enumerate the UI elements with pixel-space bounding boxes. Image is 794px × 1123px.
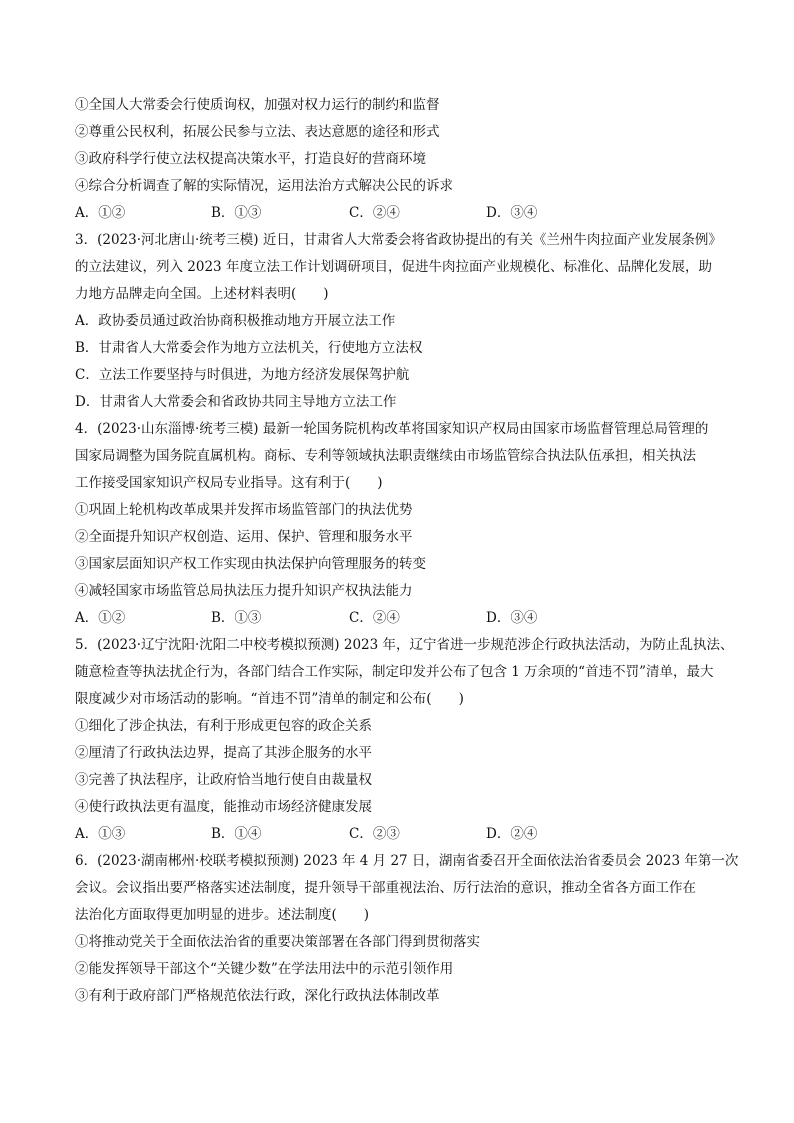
q5-option-a: A．①③ xyxy=(75,826,126,842)
q5-statement-1: ①细化了涉企执法，有利于形成更包容的政企关系 xyxy=(75,718,372,734)
q2-option-b: B．①③ xyxy=(211,205,262,221)
q5-options xyxy=(75,825,715,843)
q5-stem-line-1: 5．(2023·辽宁沈阳·沈阳二中校考模拟预测) 2023 年，辽宁省进一步规范涉企行政执法活动，为防止乱执法、 xyxy=(75,637,734,653)
q5-stem-line-2: 随意检查等执法扰企行为，各部门结合工作实际，制定印发并公布了包含 1 万余项的“首违不罚”清单，最大 xyxy=(75,664,714,680)
q5-statement-4: ④使行政执法更有温度，能推动市场经济健康发展 xyxy=(75,799,372,815)
q4-stem-line-3: 工作接受国家知识产权局专业指导。这有利于( ) xyxy=(75,475,383,491)
q4-option-b: B．①③ xyxy=(211,610,262,626)
q6-statement-2: ②能发挥领导干部这个“关键少数”在学法用法中的示范引领作用 xyxy=(75,961,454,977)
q3-option-d: D．甘肃省人大常委会和省政协共同主导地方立法工作 xyxy=(75,394,397,410)
q4-statement-2: ②全面提升知识产权创造、运用、保护、管理和服务水平 xyxy=(75,529,413,545)
q2-statement-4: ④综合分析调查了解的实际情况，运用法治方式解决公民的诉求 xyxy=(75,178,453,194)
q4-stem-line-1: 4．(2023·山东淄博·统考三模) 最新一轮国务院机构改革将国家知识产权局由国家市场监督管理总局管理的 xyxy=(75,421,709,437)
q2-statement-2: ②尊重公民权利，拓展公民参与立法、表达意愿的途径和形式 xyxy=(75,124,440,140)
q2-option-d: D．③④ xyxy=(486,205,538,221)
q3-option-b: B．甘肃省人大常委会作为地方立法机关，行使地方立法权 xyxy=(75,340,423,356)
q3-option-a: A．政协委员通过政治协商积极推动地方开展立法工作 xyxy=(75,313,396,329)
q4-option-a: A．①② xyxy=(75,610,126,626)
q2-option-c: C．②④ xyxy=(349,205,400,221)
q4-option-d: D．③④ xyxy=(486,610,538,626)
q3-stem-line-1: 3．(2023·河北唐山·统考三模) 近日，甘肃省人大常委会将省政协提出的有关《兰州牛肉拉面产业发展条例》 xyxy=(75,232,722,248)
q4-statement-4: ④减轻国家市场监管总局执法压力提升知识产权执法能力 xyxy=(75,583,413,599)
q6-statement-3: ③有利于政府部门严格规范依法行政，深化行政执法体制改革 xyxy=(75,988,440,1004)
q5-option-c: C．②③ xyxy=(349,826,400,842)
q4-option-c: C．②④ xyxy=(349,610,400,626)
q2-statement-3: ③政府科学行使立法权提高决策水平，打造良好的营商环境 xyxy=(75,151,426,167)
q4-stem-line-2: 国家局调整为国务院直属机构。商标、专利等领域执法职责继续由市场监管综合执法队伍承担，相关执法 xyxy=(75,448,696,464)
q2-option-a: A．①② xyxy=(75,205,126,221)
q2-options xyxy=(75,204,715,222)
q4-statement-1: ①巩固上轮机构改革成果并发挥市场监管部门的执法优势 xyxy=(75,502,413,518)
q6-stem-line-3: 法治化方面取得更加明显的进步。述法制度( ) xyxy=(75,907,370,923)
q5-option-b: B．①④ xyxy=(211,826,262,842)
q3-option-c: C．立法工作要坚持与时俱进，为地方经济发展保驾护航 xyxy=(75,367,410,383)
q4-statement-3: ③国家层面知识产权工作实现由执法保护向管理服务的转变 xyxy=(75,556,426,572)
q6-statement-1: ①将推动党关于全面依法治省的重要决策部署在各部门得到贯彻落实 xyxy=(75,934,480,950)
q2-statement-1: ①全国人大常委会行使质询权，加强对权力运行的制约和监督 xyxy=(75,97,440,113)
q6-stem-line-1: 6．(2023·湖南郴州·校联考模拟预测) 2023 年 4 月 27 日，湖南省委召开全面依法治省委员会 2023 年第一次 xyxy=(75,853,739,869)
q4-options xyxy=(75,609,715,627)
q6-stem-line-2: 会议。会议指出要严格落实述法制度，提升领导干部重视法治、厉行法治的意识，推动全省各方面工作在 xyxy=(75,880,696,896)
q5-statement-2: ②厘清了行政执法边界，提高了其涉企服务的水平 xyxy=(75,745,372,761)
q3-stem-line-3: 力地方品牌走向全国。上述材料表明( ) xyxy=(75,286,329,302)
q5-stem-line-3: 限度减少对市场活动的影响。“首违不罚”清单的制定和公布( ) xyxy=(75,691,464,707)
q5-statement-3: ③完善了执法程序，让政府恰当地行使自由裁量权 xyxy=(75,772,372,788)
q3-stem-line-2: 的立法建议，列入 2023 年度立法工作计划调研项目，促进牛肉拉面产业规模化、标准化、品牌化发展，助 xyxy=(75,259,712,275)
q5-option-d: D．②④ xyxy=(486,826,538,842)
